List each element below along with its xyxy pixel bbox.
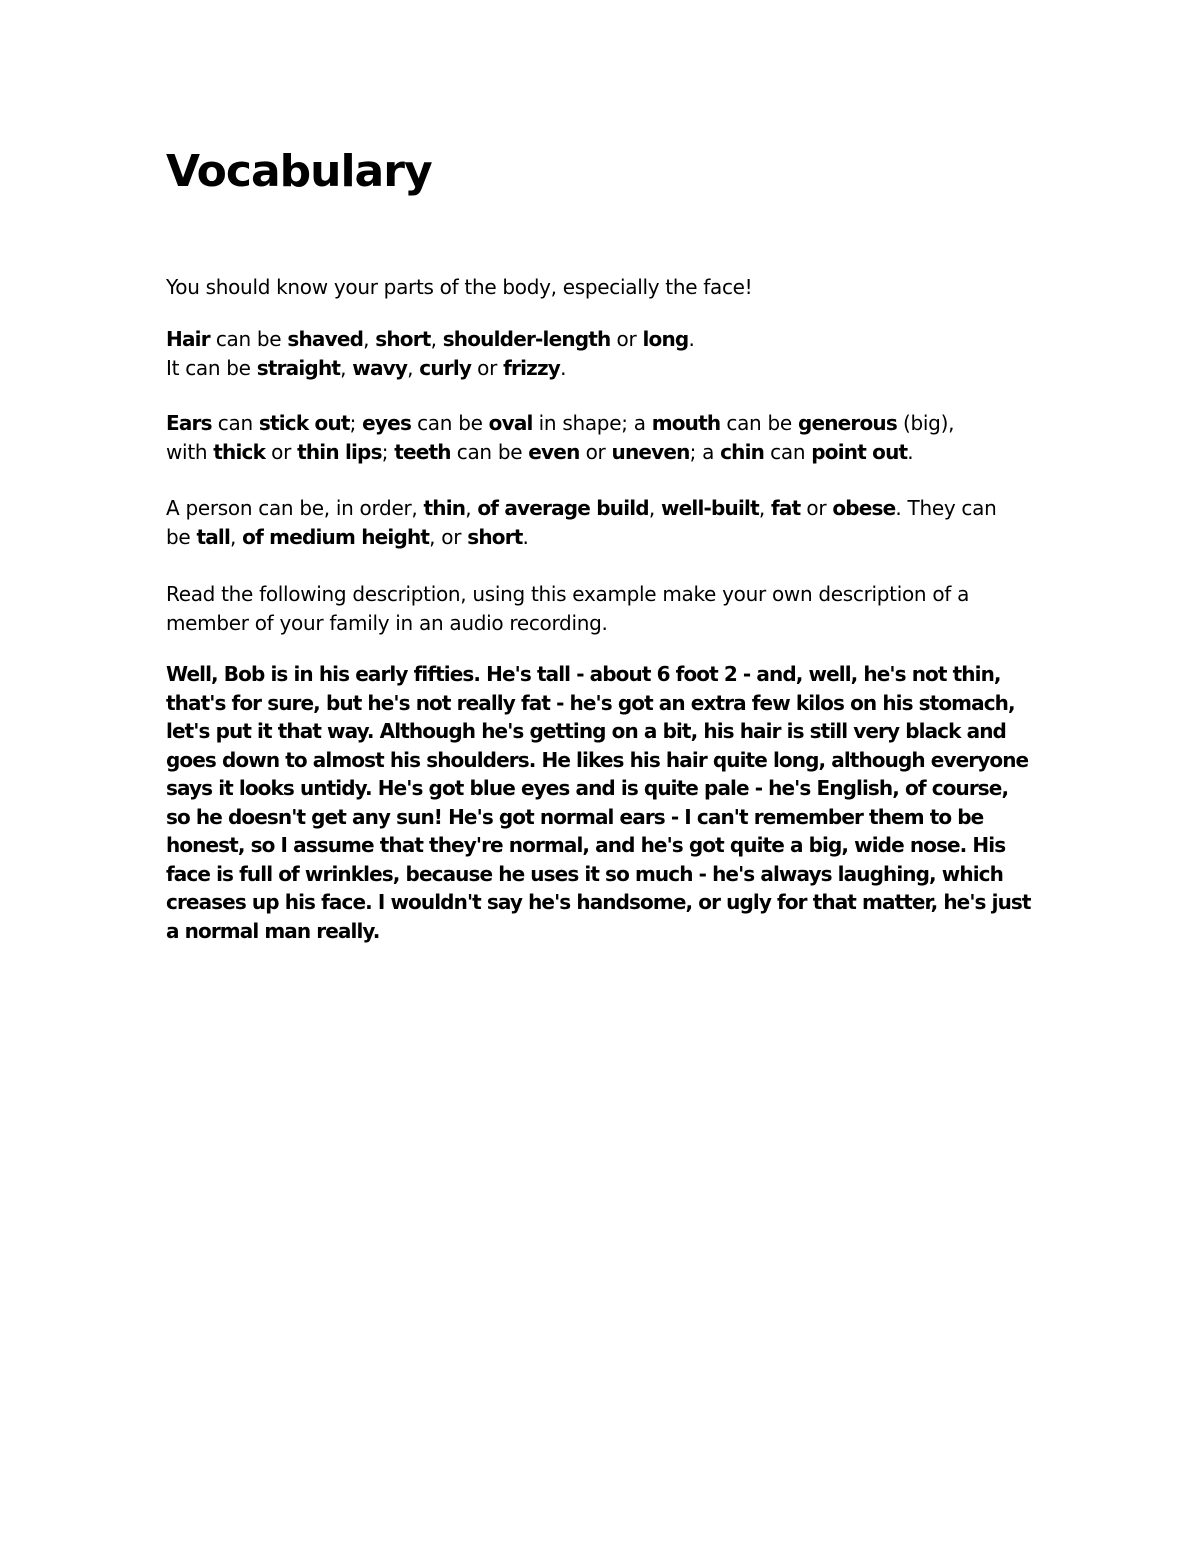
text-run: . [688,327,695,351]
instruction-line: Read the following description, using this example make your own description of a [166,582,970,606]
text-run: can be [720,411,798,435]
vocab-term: shoulder-length [442,327,611,351]
text-run: . [522,525,529,549]
text-run: can [211,411,259,435]
vocab-term: thin lips [297,440,382,464]
vocab-term: of average build [477,496,649,520]
vocab-term: eyes [362,411,412,435]
text-run: or [800,496,833,520]
description-line: let's put it that way. Although he's getting on a bit, his hair is still very black and [166,719,1006,743]
vocab-term: point out [811,440,908,464]
text-run: or [610,327,643,351]
vocab-term: mouth [651,411,721,435]
vocab-term: shaved [287,327,364,351]
text-run: (big), [896,411,955,435]
text-run: can be [411,411,489,435]
text-run: or [471,356,504,380]
vocab-term: stick out [258,411,350,435]
text-run: It can be [166,356,257,380]
instruction-line: member of your family in an audio recording. [166,611,608,635]
vocab-term: straight [256,356,341,380]
vocab-term: teeth [394,440,451,464]
text-run: , [363,327,376,351]
build-line-2 [166,523,996,552]
vocab-term: chin [720,440,765,464]
vocab-term: oval [488,411,533,435]
text-run: can be [450,440,529,464]
text-run: , [340,356,353,380]
text-run: , [465,496,478,520]
description-line: that's for sure, but he's not really fat - he's got an extra few kilos on his stomach, [166,690,1015,715]
vocab-term: obese [832,496,896,520]
vocab-term: Hair [166,327,210,351]
text-run: . [560,356,567,380]
text-run: , [407,356,420,380]
vocab-term: wavy [352,356,408,380]
text-run: in shape; a [532,411,652,435]
vocab-term: thin [423,496,466,520]
text-run: ; [381,440,395,464]
text-run: . They can [895,496,997,520]
description-line: honest, so I assume that they're normal, and he's got quite a big, wide nose. His [166,833,1006,857]
vocab-term: well-built [660,496,759,520]
hair-paragraph [166,325,695,383]
text-run: or [579,440,612,464]
vocab-term: long [642,327,689,351]
build-paragraph [166,494,996,552]
description-line: says it looks untidy. He's got blue eyes and is quite pale - he's English, of course, [166,776,1009,800]
intro-paragraph: You should know your parts of the body, especially the face! [166,275,753,299]
vocab-term: thick [213,440,266,464]
face-line-2 [166,438,954,467]
description-line: goes down to almost his shoulders. He likes his hair quite long, although everyone [166,747,1029,772]
face-line-1 [166,409,954,438]
vocab-term: fat [770,496,801,520]
face-paragraph [166,409,954,467]
text-run: can [764,440,812,464]
description-line: so he doesn't get any sun! He's got normal ears - I can't remember them to be [166,804,984,829]
description-line: creases up his face. I wouldn't say he's handsome, or ugly for that matter, he's just [166,890,1031,914]
text-run: , [758,496,771,520]
hair-line-1 [166,325,695,354]
vocab-term: short [467,525,523,549]
hair-line-2 [166,354,695,383]
vocab-term: frizzy [503,356,561,380]
vocab-term: tall [196,525,231,549]
description-line: a normal man really. [166,918,380,943]
description-line: Well, Bob is in his early fifties. He's tall - about 6 foot 2 - and, well, he's not thin, [166,662,1001,686]
vocab-term: Ears [166,411,212,435]
text-run: , [648,496,661,520]
vocab-term: uneven [611,440,690,464]
description-paragraph [166,660,1031,945]
vocab-term: curly [419,356,472,380]
text-run: be [166,525,197,549]
page-title: Vocabulary [166,146,432,197]
vocab-term: short [375,327,431,351]
text-run: . [907,440,914,464]
text-run: with [166,440,214,464]
text-run: or [265,440,298,464]
description-line: face is full of wrinkles, because he uses it so much - he's always laughing, which [166,861,1003,886]
text-run: ; [349,411,363,435]
vocab-term: of medium height [242,525,430,549]
text-run: A person can be, in order, [166,496,424,520]
text-run: can be [209,327,288,351]
text-run: ; a [689,440,721,464]
text-run: , [430,327,443,351]
text-run: , [230,525,243,549]
text-run: , or [429,525,468,549]
instruction-paragraph [166,580,969,638]
vocab-term: generous [797,411,897,435]
build-line-1 [166,494,996,523]
vocab-term: even [528,440,580,464]
